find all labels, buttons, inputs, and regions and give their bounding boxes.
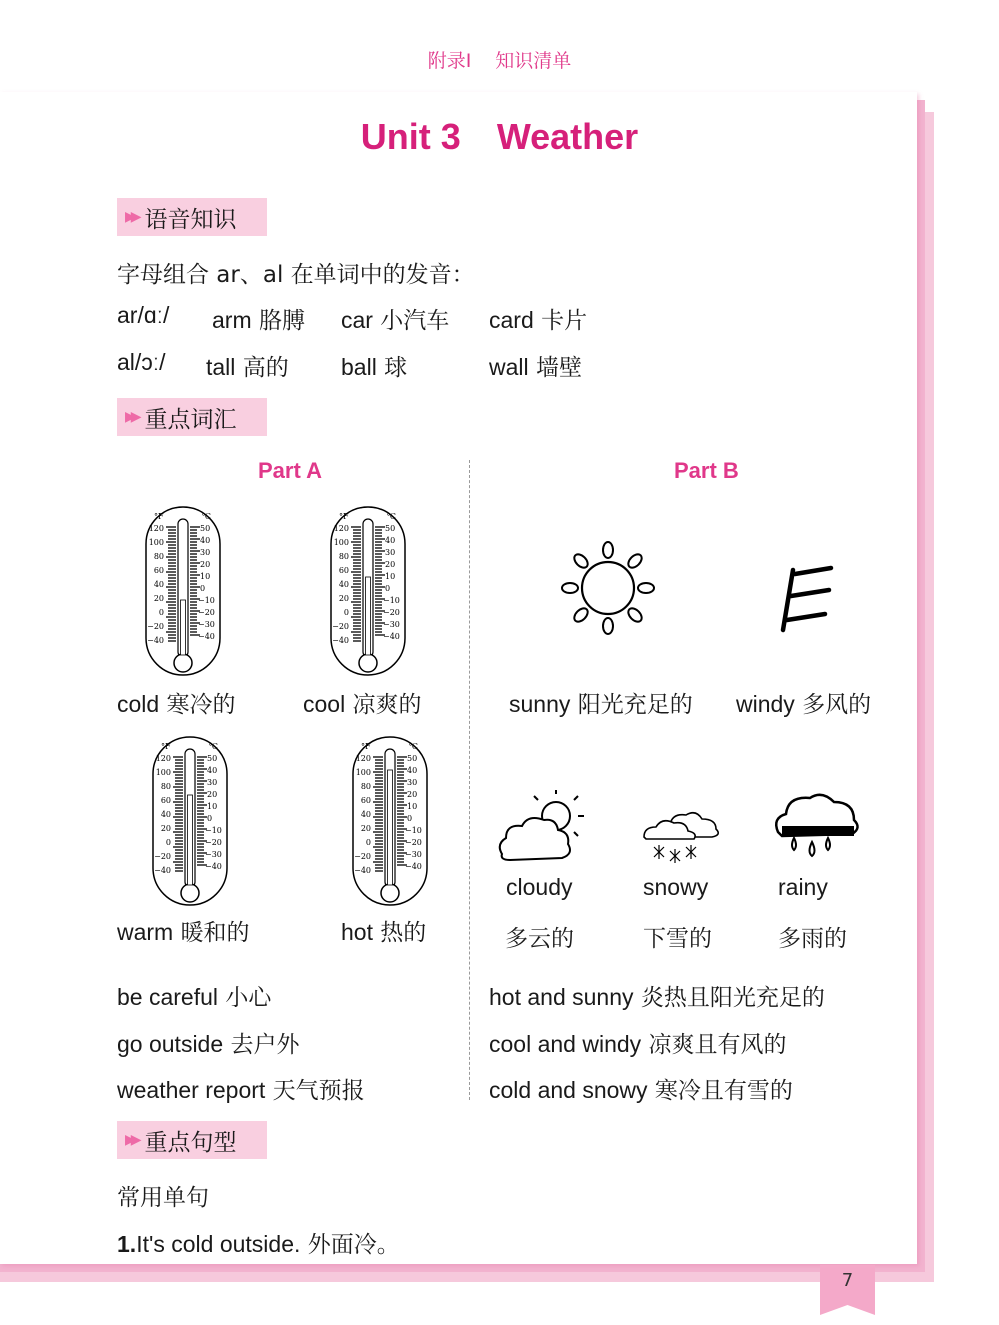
phrase-en: go outside — [117, 1031, 224, 1057]
phrase-item — [489, 979, 825, 1012]
section-title: 重点句型 — [144, 1129, 237, 1156]
word-zh: 阳光充足的 — [577, 692, 693, 718]
sentence-zh: 外面冷。 — [307, 1232, 400, 1258]
part-a-label: Part A — [258, 458, 322, 483]
cloudy-icon — [494, 788, 590, 866]
word-zh: 热的 — [380, 920, 427, 946]
word-zh: 卡片 — [541, 308, 588, 334]
phrase-en: weather report — [117, 1077, 266, 1103]
header-title: 知识清单 — [495, 50, 572, 72]
word-zh: 寒冷的 — [166, 692, 236, 718]
arrow-icon: ▶▶ — [125, 209, 137, 225]
snowy-icon — [640, 805, 724, 865]
part-b-label: Part B — [674, 458, 739, 483]
word-en: wall — [489, 354, 529, 380]
word-item — [341, 349, 407, 382]
word-cloudy-en: cloudy — [506, 874, 573, 900]
word-zh: 多风的 — [802, 692, 872, 718]
word-sunny — [509, 686, 693, 719]
phrase-en: cool and windy — [489, 1031, 642, 1057]
phrase-en: hot and sunny — [489, 984, 634, 1010]
word-zh: 凉爽的 — [352, 692, 422, 718]
section-title: 语音知识 — [144, 206, 237, 233]
arrow-icon: ▶▶ — [125, 1132, 137, 1148]
phonics-symbol: al/ɔː/ — [117, 349, 166, 375]
section-tag-sentences — [117, 1121, 267, 1159]
running-header — [0, 46, 999, 73]
word-en: cold — [117, 691, 160, 717]
word-zh: 暖和的 — [180, 920, 250, 946]
sentence-item — [117, 1226, 400, 1259]
phrase-zh: 小心 — [225, 985, 272, 1011]
section-title: 重点词汇 — [144, 406, 237, 433]
section-tag-vocabulary — [117, 398, 267, 436]
phrase-zh: 天气预报 — [272, 1078, 365, 1104]
thermometer-hot-icon — [347, 735, 433, 907]
phrase-zh: 炎热且阳光充足的 — [640, 985, 825, 1011]
word-en: windy — [736, 691, 795, 717]
phrase-item — [117, 1072, 365, 1105]
sun-icon — [560, 540, 656, 636]
word-item — [489, 302, 587, 335]
thermometer-cool-icon — [325, 505, 411, 677]
appendix-label: 附录Ⅰ — [427, 50, 472, 72]
word-en: hot — [341, 919, 373, 945]
word-en: car — [341, 307, 373, 333]
phrase-en: cold and snowy — [489, 1077, 648, 1103]
subsection-title: 常用单句 — [117, 1185, 209, 1211]
thermometer-warm-icon — [147, 735, 233, 907]
word-zh: 墙壁 — [535, 355, 582, 381]
thermometer-cold-icon — [140, 505, 226, 677]
word-rainy-en: rainy — [778, 874, 828, 900]
word-item — [489, 349, 582, 382]
word-zh: 球 — [384, 355, 408, 381]
word-hot — [341, 914, 426, 947]
word-item — [341, 302, 449, 335]
phrase-item — [117, 1026, 299, 1059]
word-snowy-en: snowy — [643, 874, 709, 900]
word-item — [206, 349, 289, 382]
rainy-icon — [770, 788, 862, 866]
word-en: tall — [206, 354, 236, 380]
phonics-row — [117, 302, 169, 329]
unit-title — [0, 116, 999, 158]
wind-icon — [775, 562, 845, 637]
word-en: cool — [303, 691, 346, 717]
column-divider — [469, 460, 470, 1100]
word-zh: 高的 — [242, 355, 289, 381]
word-windy — [736, 686, 871, 719]
unit-name: Weather — [496, 116, 639, 157]
word-item — [212, 302, 305, 335]
phrase-item — [489, 1026, 786, 1059]
word-en: card — [489, 307, 534, 333]
word-cool — [303, 686, 422, 719]
phrase-item — [489, 1072, 793, 1105]
sentence-number: 1. — [117, 1231, 137, 1257]
phrase-item — [117, 979, 271, 1012]
sentence-en: It's cold outside. — [136, 1231, 301, 1257]
page-number: 7 — [841, 1270, 854, 1291]
phrase-en: be careful — [117, 984, 219, 1010]
word-en: ball — [341, 354, 377, 380]
word-cold — [117, 686, 236, 719]
word-zh: 小汽车 — [380, 308, 450, 334]
word-en: arm — [212, 307, 252, 333]
phonics-symbol: ar/ɑː/ — [117, 302, 170, 328]
word-zh: 胳膊 — [258, 308, 305, 334]
word-en: warm — [117, 919, 174, 945]
word-warm — [117, 914, 250, 947]
phonics-row — [117, 349, 166, 376]
section-tag-phonics — [117, 198, 267, 236]
word-en: sunny — [509, 691, 571, 717]
phrase-zh: 凉爽且有风的 — [648, 1032, 787, 1058]
phrase-zh: 去户外 — [230, 1032, 300, 1058]
phrase-zh: 寒冷且有雪的 — [654, 1078, 793, 1104]
phonics-intro: 字母组合 ar、al 在单词中的发音： — [117, 262, 475, 288]
word-rainy-zh: 多雨的 — [778, 926, 847, 952]
unit-number: Unit 3 — [360, 116, 461, 157]
word-snowy-zh: 下雪的 — [643, 926, 712, 952]
word-cloudy-zh: 多云的 — [505, 926, 574, 952]
arrow-icon: ▶▶ — [125, 409, 137, 425]
